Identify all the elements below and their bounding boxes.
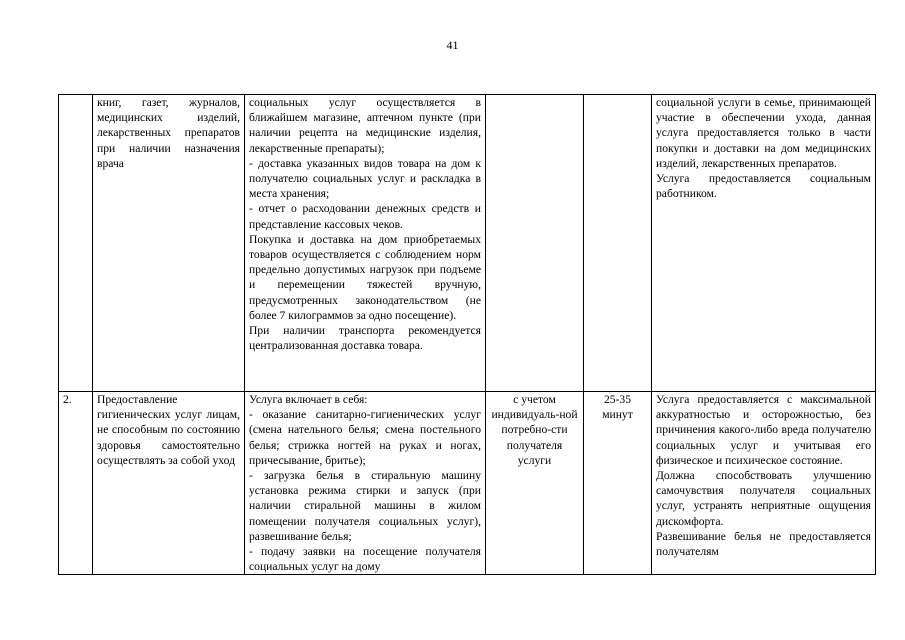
description-paragraph: - отчет о расходовании денежных средств и представление кассовых чеков. <box>249 202 481 231</box>
description-paragraph: Услуга включает в себя: <box>249 393 368 406</box>
service-conditions-cell <box>652 392 876 575</box>
table-row <box>59 392 876 575</box>
description-paragraph: социальных услуг осуществляется в ближайшем магазине, аптечном пункте (при наличии рецепта на медицинские изделия, лекарственные препараты); <box>249 96 481 155</box>
service-name-cell: Предоставление гигиенических услуг лицам, не способным по состоянию здоровья самостоятельно осуществлять за собой уход <box>93 392 245 575</box>
service-conditions-cell <box>652 95 876 392</box>
service-description-cell <box>245 95 486 392</box>
conditions-paragraph: Развешивание белья не предоставляется получателям <box>656 529 871 559</box>
conditions-paragraph: Услуга предоставляется социальным работником. <box>656 172 871 201</box>
service-time-cell: 25-35 минут <box>584 392 652 575</box>
service-time-cell <box>584 95 652 392</box>
service-volume-cell <box>486 95 584 392</box>
description-paragraph: - оказание санитарно-гигиенических услуг (смена нательного белья; смена постельного белья; стрижка ногтей на руках и ногах, причесывание, бритье); <box>249 408 481 467</box>
service-name-cell: книг, газет, журналов, медицинских изделий, лекарственных препаратов при наличии назначения врача <box>93 95 245 392</box>
page-number: 41 <box>446 38 459 52</box>
description-paragraph: - загрузка белья в стиральную машину установка режима стирки и запуск (при наличии стиральной машины в жилом помещении получателя социальных услуг), развешивание белья; <box>249 469 481 543</box>
row-number-cell <box>59 95 93 392</box>
description-paragraph: - доставка указанных видов товара на дом к получателю социальных услуг и раскладка в места хранения; <box>249 156 481 201</box>
conditions-paragraph: социальной услуги в семье, принимающей участие в обеспечении ухода, данная услуга предоставляется только в части покупки и доставки на дом медицинских изделий, лекарственных препаратов. <box>656 96 871 170</box>
service-volume-cell: с учетом индивидуаль-ной потребно-сти получателя услуги <box>486 392 584 575</box>
description-paragraph: - подачу заявки на посещение получателя социальных услуг на дому <box>249 545 481 574</box>
conditions-paragraph: Услуга предоставляется с максимальной аккуратностью и осторожностью, без причинения какого-либо вреда получателю социальных услуг и учитывая его физическое и психическое состояние. <box>656 393 871 467</box>
service-description-cell <box>245 392 486 575</box>
conditions-paragraph: Должна способствовать улучшению самочувствия получателя социальных услуг, устранять неприятные ощущения дискомфорта. <box>656 469 871 528</box>
services-table <box>58 94 876 575</box>
row-number-cell: 2. <box>59 392 93 575</box>
table-row <box>59 95 876 392</box>
description-paragraph: Покупка и доставка на дом приобретаемых товаров осуществляется с соблюдением норм предельно допустимых нагрузок при подъеме и перемещении тяжестей вручную, предусмотренных законодательством (не более 7 килограммов за одно посещение). <box>249 232 481 322</box>
description-paragraph: При наличии транспорта рекомендуется централизованная доставка товара. <box>249 324 481 353</box>
